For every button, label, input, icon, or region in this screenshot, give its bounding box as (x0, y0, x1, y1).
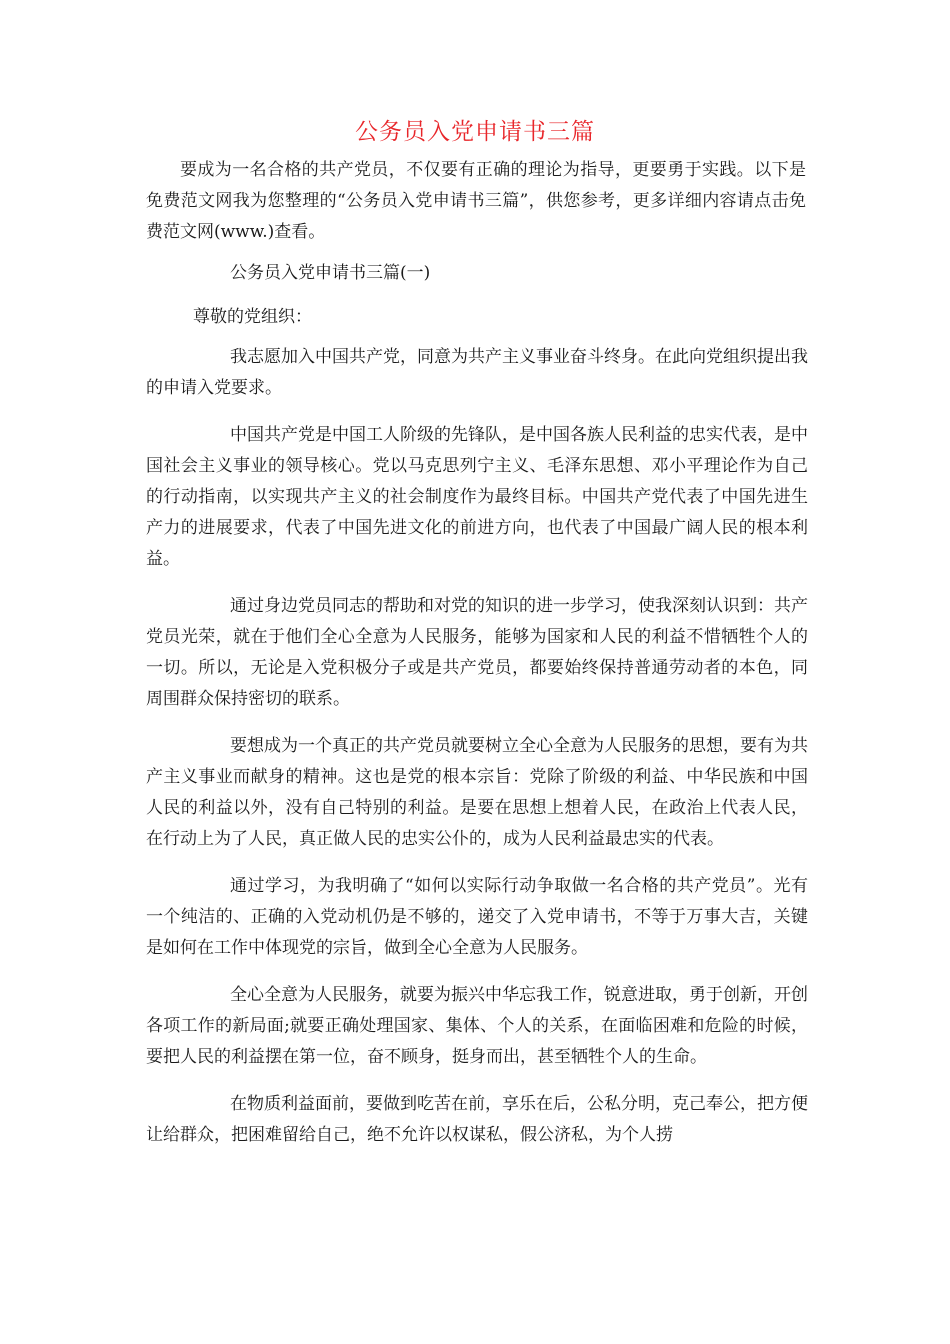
body-paragraph: 通过学习，为我明确了“如何以实际行动争取做一名合格的共产党员”。光有一个纯洁的、正确的入党动机仍是不够的，递交了入党申请书，不等于万事大吉，关键是如何在工作中体现党的宗旨，做到全心全意为人民服务。 (146, 876, 808, 958)
intro-paragraph: 要成为一名合格的共产党员，不仅要有正确的理论为指导，更要勇于实践。以下是免费范文网我为您整理的“公务员入党申请书三篇”，供您参考，更多详细内容请点击免费范文网(www.)查看。 (146, 160, 806, 242)
body-paragraph: 通过身边党员同志的帮助和对党的知识的进一步学习，使我深刻认识到：共产党员光荣，就在于他们全心全意为人民服务，能够为国家和人民的利益不惜牺牲个人的一切。所以，无论是入党积极分子或是共产党员，都要始终保持普通劳动者的本色，同周围群众保持密切的联系。 (146, 596, 808, 709)
document-title: 公务员入党申请书三篇 (355, 119, 595, 145)
section-subtitle: 公务员入党申请书三篇(一) (230, 263, 431, 283)
body-paragraph: 全心全意为人民服务，就要为振兴中华忘我工作，锐意进取，勇于创新，开创各项工作的新局面;就要正确处理国家、集体、个人的关系，在面临困难和危险的时候，要把人民的利益摆在第一位，奋不顾身，挺身而出，甚至牺牲个人的生命。 (146, 985, 808, 1067)
body-paragraph: 中国共产党是中国工人阶级的先锋队，是中国各族人民利益的忠实代表，是中国社会主义事业的领导核心。党以马克思列宁主义、毛泽东思想、邓小平理论作为自己的行动指南，以实现共产主义的社会制度作为最终目标。中国共产党代表了中国先进生产力的进展要求，代表了中国先进文化的前进方向，也代表了中国最广阔人民的根本利益。 (146, 425, 808, 569)
body-paragraph: 要想成为一个真正的共产党员就要树立全心全意为人民服务的思想，要有为共产主义事业而献身的精神。这也是党的根本宗旨：党除了阶级的利益、中华民族和中国人民的利益以外，没有自己特别的利益。是要在思想上想着人民，在政治上代表人民，在行动上为了人民，真正做人民的忠实公仆的，成为人民利益最忠实的代表。 (146, 736, 808, 849)
salutation: 尊敬的党组织： (193, 307, 312, 327)
body-paragraph: 在物质利益面前，要做到吃苦在前，享乐在后，公私分明，克己奉公，把方便让给群众，把困难留给自己，绝不允许以权谋私，假公济私，为个人捞 (146, 1094, 808, 1145)
letter-body (146, 342, 808, 1167)
body-paragraph: 我志愿加入中国共产党，同意为共产主义事业奋斗终身。在此向党组织提出我的申请入党要求。 (146, 347, 808, 398)
